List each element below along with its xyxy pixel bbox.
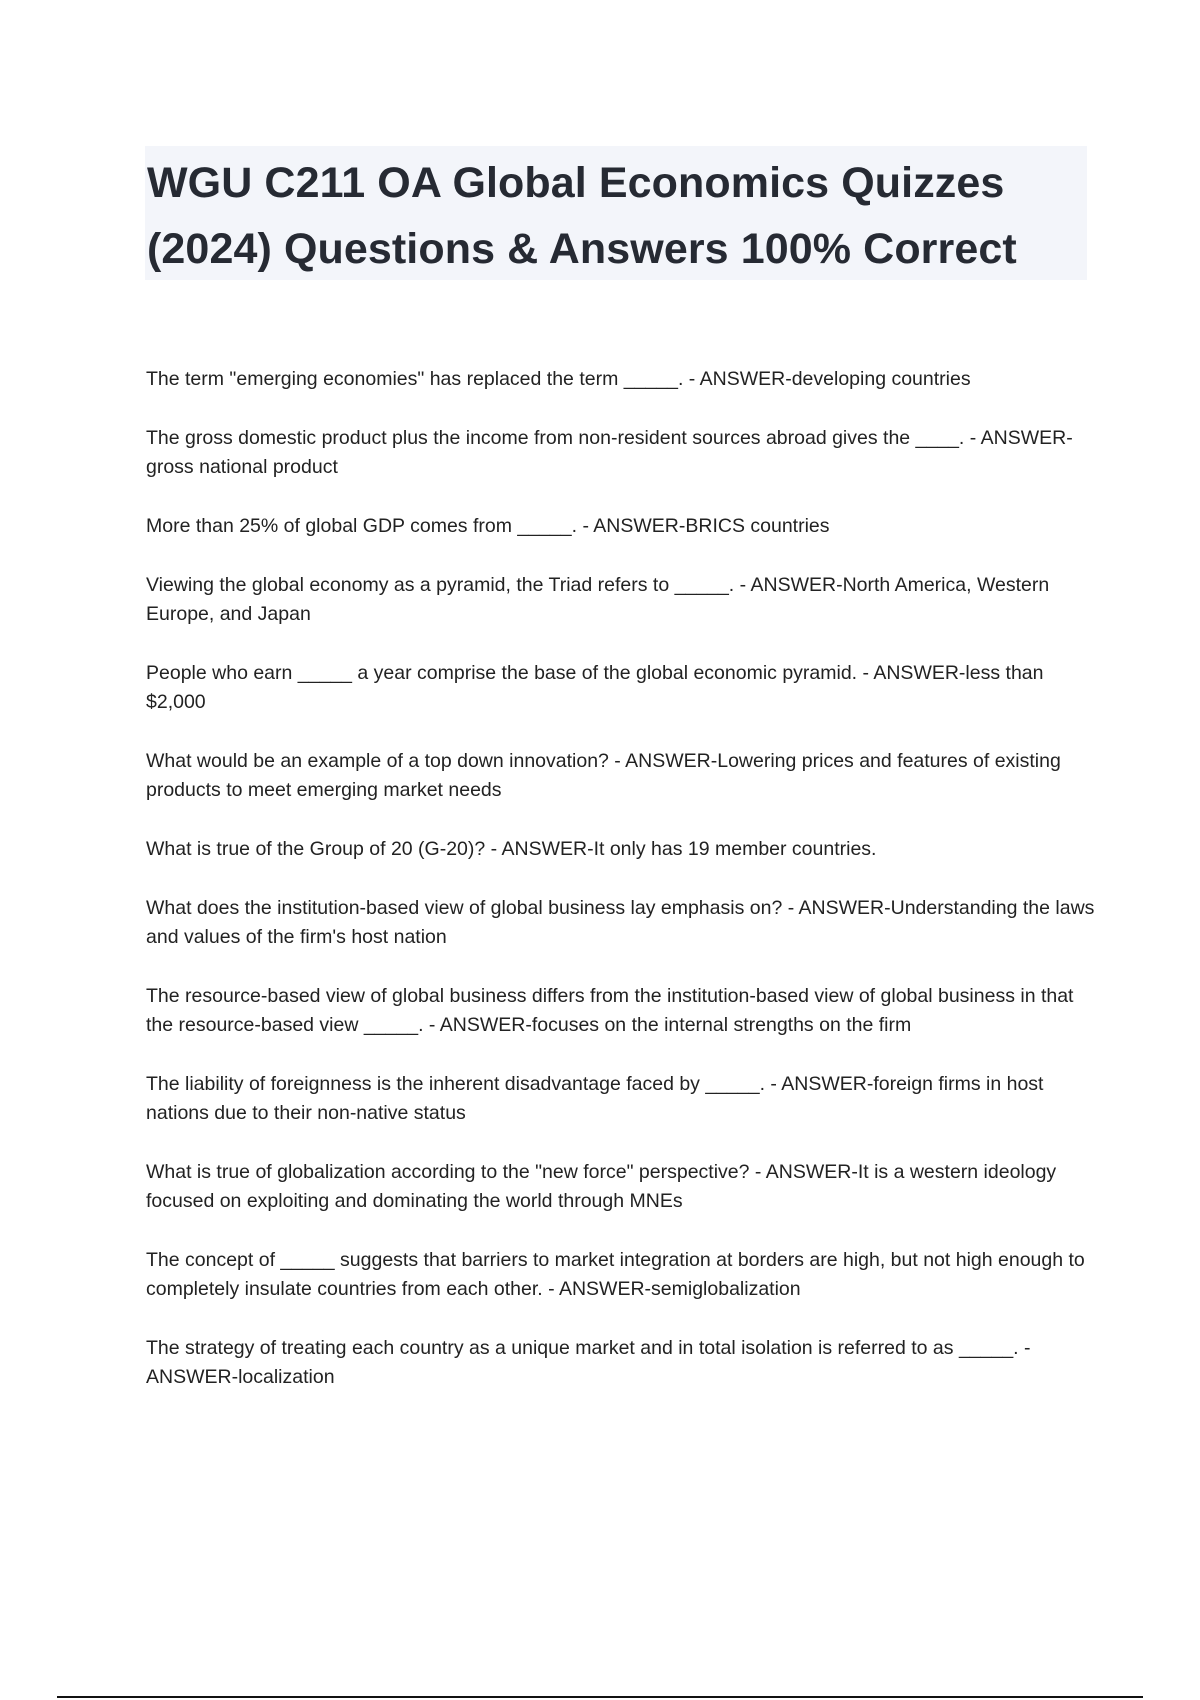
- footer-rule: [57, 1696, 1143, 1698]
- document-title: WGU C211 OA Global Economics Quizzes (2024) Questions & Answers 100% Correct: [147, 159, 1017, 273]
- qa-item-6: What would be an example of a top down innovation? - ANSWER-Lowering prices and features of existing products to meet emerging market needs: [146, 750, 1061, 801]
- title-block: [145, 146, 1087, 280]
- qa-item-7: What is true of the Group of 20 (G-20)? - ANSWER-It only has 19 member countries.: [146, 838, 877, 860]
- qa-item-10: The liability of foreignness is the inherent disadvantage faced by _____. - ANSWER-foreign firms in host nations due to their non-native status: [146, 1073, 1044, 1124]
- qa-item-5: People who earn _____ a year comprise the base of the global economic pyramid. - ANSWER-less than $2,000: [146, 662, 1044, 713]
- qa-item-8: What does the institution-based view of global business lay emphasis on? - ANSWER-Understanding the laws and values of the firm's host nation: [146, 897, 1095, 948]
- qa-item-2: The gross domestic product plus the income from non-resident sources abroad gives the ____. - ANSWER-gross national product: [146, 427, 1073, 478]
- qa-item-4: Viewing the global economy as a pyramid, the Triad refers to _____. - ANSWER-North America, Western Europe, and Japan: [146, 574, 1050, 625]
- qa-item-12: The concept of _____ suggests that barriers to market integration at borders are high, but not high enough to completely insulate countries from each other. - ANSWER-semiglobalization: [146, 1249, 1085, 1300]
- qa-item-9: The resource-based view of global business differs from the institution-based view of global business in that the resource-based view _____. - ANSWER-focuses on the internal strengths on the firm: [146, 985, 1074, 1036]
- qa-item-3: More than 25% of global GDP comes from _____. - ANSWER-BRICS countries: [146, 515, 830, 537]
- qa-item-1: The term "emerging economies" has replaced the term _____. - ANSWER-developing countries: [146, 368, 971, 390]
- qa-list: [146, 365, 1096, 1422]
- qa-item-13: The strategy of treating each country as a unique market and in total isolation is referred to as _____. - ANSWER-localization: [146, 1337, 1031, 1388]
- qa-item-11: What is true of globalization according to the "new force" perspective? - ANSWER-It is a western ideology focused on exploiting and dominating the world through MNEs: [146, 1161, 1057, 1212]
